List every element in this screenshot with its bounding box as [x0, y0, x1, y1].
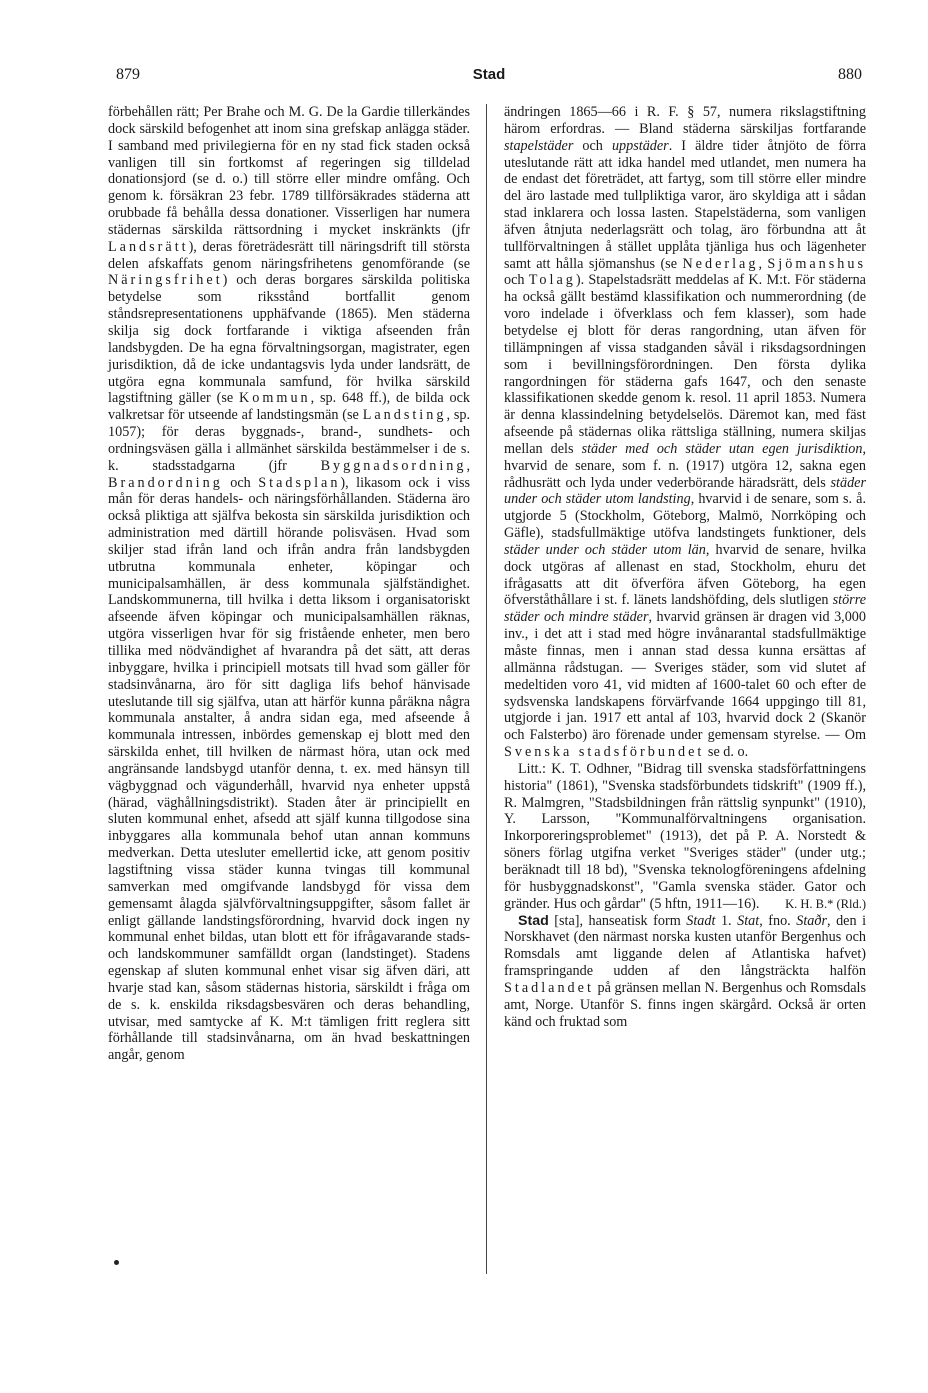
cross-reference: Landsting — [362, 407, 447, 424]
emphasis: städer under och städer utom landsting — [504, 474, 866, 508]
text-run: 1. — [715, 912, 738, 929]
text-run: och — [504, 272, 529, 289]
text-run: på gränsen mellan N. Bergenhus och Romsdals amt, Norge. Utanför S. finns ingen skärgård. Också är orten känd och fruktad som — [504, 979, 866, 1030]
cross-reference: Sjömanshus — [767, 255, 867, 272]
text-run: ändringen 1865—66 i R. F. § 57, numera rikslagstiftning härom erfordras. — Bland städerna särskiljas fortfarande — [504, 104, 866, 137]
text-run: . I äldre tider åtnjöto de förra uteslutande rätt att idka handel med utlandet, men numera ha de endast det företrädet, att fartyg, som till större eller mindre del äro lastade med tullpliktiga varor, äro skyldiga att i sådan stad inklarera och lossa lasten. Stapelstäderna, som vanligen äfven åtnjuta nederlagsrätt och tolag, äro förbundna att åt tullförvaltningen å stället upplåta tjänliga hus och lägenheter samt att hålla sjömanshus (se — [504, 137, 866, 272]
cross-reference: Näringsfrihet — [108, 272, 223, 289]
column-divider — [486, 104, 487, 1274]
left-paragraph — [108, 104, 470, 1064]
cross-reference: Tolag — [528, 272, 576, 289]
cross-reference: Stadsplan — [258, 474, 341, 491]
text-run: se d. o. — [704, 744, 749, 761]
emphasis: städer med och städer utan egen jurisdiktion — [581, 440, 863, 457]
cross-reference: Landsrätt — [108, 238, 189, 255]
emphasis: Staðr — [796, 912, 827, 929]
page-header — [116, 66, 862, 90]
text-run: , — [758, 255, 768, 272]
emphasis: stapelstäder — [504, 137, 574, 154]
emphasis: Stadt — [686, 912, 716, 929]
text-run: , sp. 648 ff.), de bilda ock valkretsar för utseende af landstingsmän (se — [108, 390, 470, 424]
text-run: ), likasom ock i viss mån för deras handels- och näringsförhållanden. Städerna äro också pliktiga att själfva bekosta sin särskilda jurisdiktion och administration med därtill hörande polisväsen. Hvad som skiljer stad ifrån land och ifrån andra från landsbygden utbrutna kommunala enheter, köpingar och municipalsamhällen, är dess kommunala själfständighet. Landskommunerna, till hvilka i detta liksom i organisatoriskt afseende äfven köpingar och municipalsamhällen räknas, utgöra visserligen hvar för sig fristående enheter, men bero tillika med nödvändighet af hvarandra på det sätt, att deras inbyggare, hvilka i principiell motsats till hvad som gäller för stadsinvånarna, äro för sitt dagliga lifs behof hänvisade uteslutande till sig själfva, utan att härför kunna påräkna några kommunala anstalter, å andra sidan ega, med afseende å kommunala intressen, inbördes gemenskap ej blott med den särskilda enhet, till hvilken de närmast höra, utan ock med angränsande landsbygd utanför denna, t. ex. med hänsyn till vägbyggnad och vägunderhåll, hvarvid nya enheter uppstå (härad, väghållningsdistrikt). Staden åter är principiellt en sluten kommunal enhet, afsedd att själf kunna tillgodose sina inbyggares alla kommunala behof utan annan kommuns medverkan. Detta utesluter emellertid icke, att genom positiv lagstiftning vissa städer kunna tvingas till kommunal samverkan med omgifvande landsbygd för vissa dem gemensamt ålagda självförvaltningsuppgifter, såsom fallet är enligt gällande landstingsförordning, hvarvid dock ingen ny kommunal enhet bildas, utan blott ett för ifrågavarande stads- och landskommuner samfälldt organ (landstinget). Stadens egenskap af sluten kommunal enhet visar sig äfven däri, att hvarje stad kan, såsom städernas historia, särskildt i fråga om de s. k. enskilda riksdagsbesvären och deras behandling, utvisar, med samtycke af K. M:t tämligen fritt reglera sitt förhållande till stadsinvånarna, om än hvad beskattningen angår, genom — [108, 474, 470, 1064]
literature-paragraph — [504, 761, 866, 913]
cross-reference: Brandordning — [108, 474, 223, 491]
cross-reference: Stadlandet — [504, 979, 594, 996]
author-signature: K. H. B.* (Rld.) — [785, 896, 866, 911]
text-run: , fno. — [759, 912, 797, 929]
text-run: ), deras företrädesrätt till näringsdrift till största delen afskaffats genom näringsfrihetens genomförande (se — [108, 238, 470, 272]
text-run: , den i Norskhavet (den närmast norska kusten utanför Bergenhus och Romsdals amt liggande delen af Atlantiska hafvet) framspringande udden af den långsträckta halfön — [504, 912, 867, 980]
text-run: , — [466, 457, 470, 474]
emphasis: större städer och mindre städer — [504, 592, 866, 626]
text-run: ). Stapelstadsrätt meddelas af K. M:t. För städerna ha också gällt bestämd klassifikation och nummerordning (de voro indelade i öfverklass och fem klasser), som hade betydelse ej blott för deras rangordning, utan äfven för tillämpningen af vissa stadganden såväl i riksdagsordningen som i bevillningsförordningen. Den första dylika rangordningen för städerna gafs 1647, och den senaste klassifikationen skedde genom k. resol. 11 april 1853. Numera är denna klassindelning betydelselös. Däremot kan, med fäst afseende på städernas olika rättsliga ställning, numera skiljas mellan dels — [504, 272, 866, 457]
left-column — [108, 104, 470, 1064]
headword: Stad — [518, 912, 549, 929]
text-run: och — [222, 474, 259, 491]
page-number-right: 880 — [838, 66, 862, 83]
running-title: Stad — [472, 66, 506, 83]
cross-reference: Byggnadsordning — [320, 457, 467, 474]
literature-text: Litt.: K. T. Odhner, "Bidrag till svenska stadsförfattningens historia" (1861), "Svenska stadsförbundets tidskrift" (1909 ff.), R. Malmgren, "Stadsbildningen från rättslig synpunkt" (1910), Y. Larsson, "Kommunalförvaltningens organisation. Inkorporeringsproblemet" (1913), det på P. A. Norstedt & söners förlag utgifna verket "Sveriges städer" (under utg.; beräknadt till 18 bd), "Svenska teknologföreningens afdelning för husbyggnadskonst", "Gamla svenska städer. Gator och gränder. Hus och gårdar" (5 hftn, 1911—16). — [504, 760, 866, 912]
text-run: [sta], hanseatisk form — [548, 912, 687, 929]
text-run: , hvarvid de senare, som f. n. (1917) utgöra 12, sakna egen rådhusrätt och lyda under vederbörande häradsrätt, dels — [504, 440, 866, 491]
text-run: och — [573, 137, 612, 154]
text-run: , hvarvid de senare, hvilka dock utgöras af allenast en stad, Stockholm, ehuru det ifrågasatts att dit öfverföra äfven Göteborg, ha egen öfverståthållare i st. f. länets landshöfding, dels slutligen — [504, 541, 867, 609]
emphasis: Stat — [737, 912, 760, 929]
right-column — [504, 104, 866, 1030]
text-run: ) och deras borgares särskilda politiska betydelse som riksstånd bortfallit genom ståndsrepresentationens upphäfvande (1865). Men städerna skilja sig dock fortfarande i viktiga afseenden från landsbygden. De ha egna förvaltningsorgan, magistrater, egen jurisdiktion, då de icke undantagsvis lyda under landsrätt, de utgöra egna kommunala samfund, för hvilka särskild lagstiftning gäller (se — [108, 272, 470, 407]
text-run: , sp. 1057); för deras byggnads-, brand-, sundhets- och ordningsväsen gälla i allmänhet särskilda bestämmelser i de s. k. stadsstadgarna (jfr — [108, 407, 470, 474]
right-paragraph — [504, 104, 866, 761]
stray-mark — [114, 1260, 119, 1265]
entry-paragraph — [504, 913, 866, 1031]
page-number-left: 879 — [116, 66, 140, 83]
emphasis: städer under och städer utom län — [504, 541, 706, 558]
text-run: , hvarvid i de senare, som s. å. utgjorde 5 (Stockholm, Göteborg, Malmö, Norrköping och Gäfle), stadsfullmäktige utöfva landstingets funktioner, dels — [504, 491, 867, 542]
cross-reference: Nederlag — [682, 255, 759, 272]
emphasis: uppstäder — [611, 137, 669, 154]
text-run: förbehållen rätt; Per Brahe och M. G. De la Gardie tillerkändes dock särskild befogenhet att inom sina grefskap anlägga städer. I samband med privilegierna för en ny stad fick staden också vanligen till sin fortkomst af regeringen sig tilldelad donationsjord (se d. o.) till större eller mindre omfång. Och genom k. försäkran 23 febr. 1789 tillförsäkrades städerna att orubbade få behålla dessa donationer. Visserligen har numera städernas särskilda rättsordning i mycket inskränkts (jfr — [108, 104, 470, 238]
cross-reference: Svenska stadsförbundet — [504, 744, 705, 761]
text-run: , hvarvid gränsen är dragen vid 3,000 inv., i det att i stad med högre invånarantal stadsfullmäktige måste finnas, men i annan stad dessa kunna ersättas af allmänna rådstugan. — Sveriges städer, som vid slutet af medeltiden voro 41, vid midten af 1600-talet 60 och efter de sydsvenska landskapens förvärfvande 1664 uppgingo till 81, utgjorde i jan. 1917 ett antal af 103, hvarvid dock 2 (Skanör och Falsterbo) äro förenade under gemensam styrelse. — Om — [504, 609, 866, 744]
cross-reference: Kommun — [239, 390, 311, 407]
